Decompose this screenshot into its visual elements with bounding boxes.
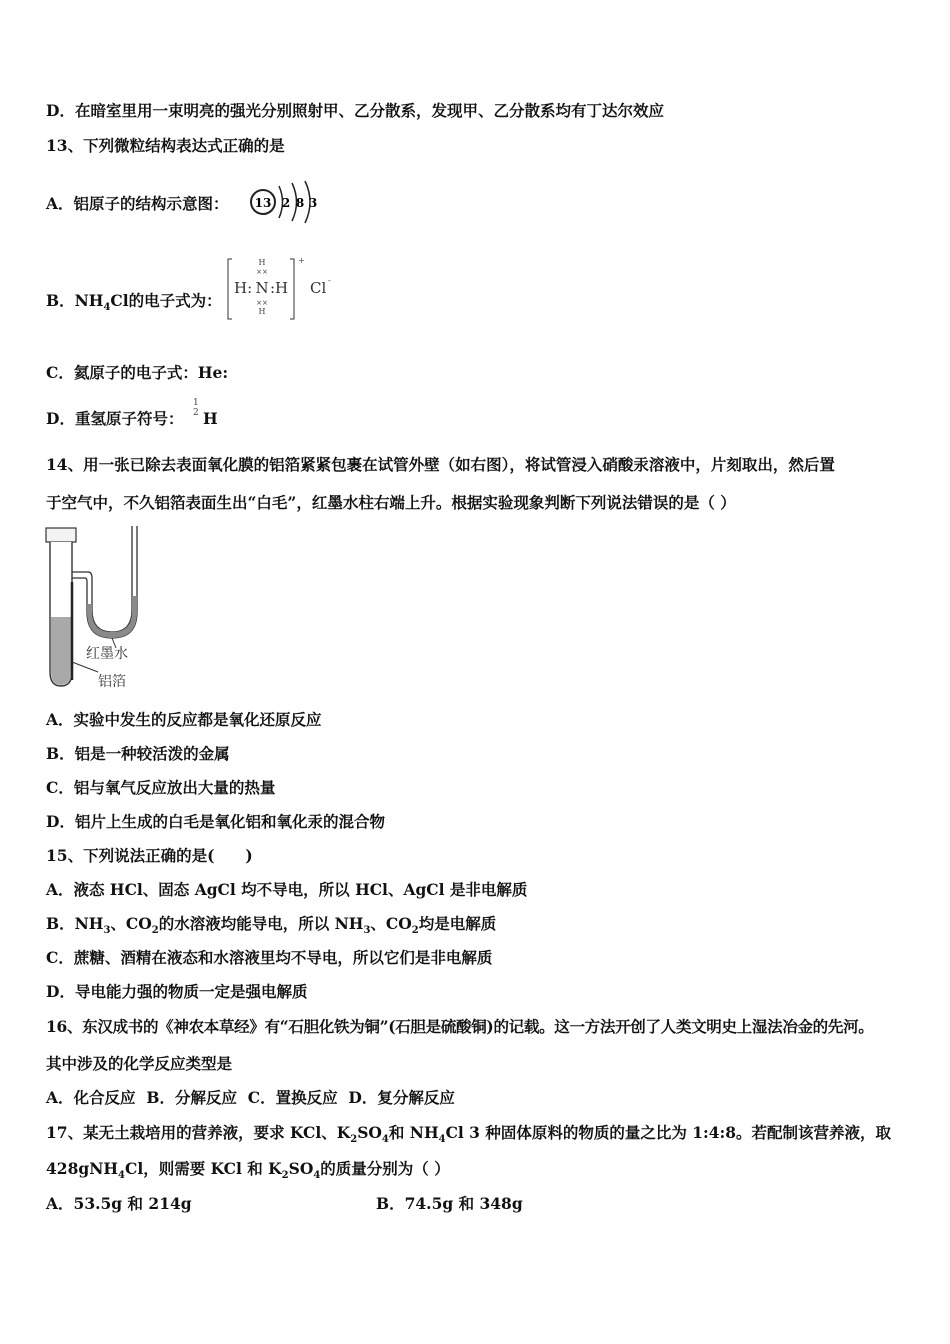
- option-label: A．: [46, 880, 74, 899]
- ammonium-chloride-electron-formula: [224, 255, 344, 325]
- q15-option-b: B．$NH_3$、$CO_2$的水溶液均能导电，所以 $NH_3$、$CO_2$均是电解质: [46, 914, 497, 937]
- svg-text:-: -: [328, 276, 331, 285]
- helium-formula: He:: [197, 363, 229, 382]
- shell-2: 8: [295, 196, 305, 210]
- svg-text:N: N: [255, 279, 269, 297]
- option-label: D．: [46, 982, 75, 1001]
- option-text: 在暗室里用一束明亮的强光分别照射甲、乙分散系，发现甲、乙分散系均有丁达尔效应: [74, 101, 664, 120]
- aluminum-foil-label: 铝箔: [98, 674, 126, 690]
- q15-stem: 15、下列说法正确的是( ): [46, 846, 253, 865]
- q16-stem-line2: 其中涉及的化学反应类型是: [46, 1054, 233, 1073]
- option-text: 铝原子的结构示意图：: [73, 194, 229, 213]
- option-text: 铝与氧气反应放出大量的热量: [73, 778, 276, 797]
- option-label: A．: [46, 1194, 74, 1213]
- option-text: 导电能力强的物质一定是强电解质: [74, 982, 308, 1001]
- option-text: 氦原子的电子式：: [73, 363, 198, 382]
- option-label: B．: [46, 744, 75, 763]
- q14-option-d: [46, 811, 385, 833]
- q16-option-c: C．置换反应: [247, 1088, 338, 1107]
- option-label: D．: [46, 812, 75, 831]
- option-text: 74.5g 和 348g: [404, 1194, 523, 1213]
- q15-option-a: [46, 879, 527, 901]
- svg-text:+: +: [298, 256, 305, 265]
- nucleus-charge: 13: [254, 196, 272, 210]
- svg-text:××: ××: [256, 299, 268, 307]
- option-label: B．: [46, 914, 75, 933]
- option-label: D．: [46, 409, 75, 428]
- q13-option-a: [46, 193, 229, 215]
- q16-option-a: A．化合反应: [46, 1088, 136, 1107]
- q17-option-a: [46, 1193, 192, 1215]
- shell-3: 3: [308, 196, 318, 210]
- q12-option-d: [46, 100, 664, 122]
- option-text: 蔗糖、酒精在液态和水溶液里均不导电，所以它们是非电解质: [73, 948, 493, 967]
- q16-stem-line1: 16、东汉成书的《神农本草经》有“石胆化铁为铜”(石胆是硫酸铜)的记载。这一方法开创了人类文明史上湿法冶金的先河。: [46, 1017, 874, 1036]
- option-text: 铝是一种较活泼的金属: [74, 744, 230, 763]
- q15-option-c: [46, 947, 492, 969]
- svg-text::H: :H: [270, 279, 289, 297]
- svg-text:Cl: Cl: [310, 279, 327, 297]
- option-text: 液态 HCl、固态 AgCl 均不导电，所以 HCl、AgCl 是非电解质: [73, 880, 528, 899]
- shell-1: 2: [281, 196, 291, 210]
- q13-stem: 13、下列微粒结构表达式正确的是: [46, 136, 285, 155]
- q13-option-d: [46, 408, 183, 430]
- option-text: 53.5g 和 214g: [73, 1194, 192, 1213]
- option-label: C．: [46, 778, 74, 797]
- option-label: B．: [46, 291, 75, 310]
- svg-text:H: H: [258, 258, 266, 267]
- q14-option-a: [46, 709, 322, 731]
- option-text: 的电子式为：: [128, 291, 222, 310]
- option-text: 重氢原子符号：: [74, 409, 184, 428]
- q14-option-b: [46, 743, 230, 765]
- option-text: 铝片上生成的白毛是氧化铝和氧化汞的混合物: [74, 812, 385, 831]
- deuterium-symbol: H: [203, 409, 218, 428]
- q14-stem-line2: 于空气中，不久铝箔表面生出“白毛”，红墨水柱右端上升。根据实验现象判断下列说法错误的是（ ）: [46, 493, 736, 512]
- q14-stem-line1: 14、用一张已除去表面氧化膜的铝箔紧紧包裹在试管外壁（如右图），将试管浸入硝酸汞溶液中，片刻取出，然后置: [46, 455, 835, 474]
- q17-stem-line1: 17、某无土栽培用的营养液，要求 KCl、$K_2SO_4$和 $NH_4Cl$ 3 种固体原料的物质的量之比为 1:4:8。若配制该营养液，取: [46, 1123, 892, 1146]
- q13-option-b: B．$NH_4Cl$的电子式为：: [46, 291, 222, 314]
- option-label: A．: [46, 194, 74, 213]
- deuterium-numbers: 1 2: [193, 398, 199, 418]
- option-label: A．: [46, 710, 74, 729]
- q13-option-c: [46, 362, 228, 384]
- q14-option-c: [46, 777, 275, 799]
- q16-options: [46, 1087, 455, 1109]
- svg-text:H:: H:: [234, 279, 253, 297]
- test-tube-figure: [40, 522, 160, 692]
- aluminum-atom-diagram: [246, 178, 326, 226]
- option-label: C．: [46, 948, 74, 967]
- option-label: B．: [376, 1194, 405, 1213]
- q17-option-b: [376, 1193, 523, 1215]
- svg-text:H: H: [258, 307, 266, 316]
- q16-option-b: B．分解反应: [146, 1088, 237, 1107]
- q15-option-d: [46, 981, 307, 1003]
- option-text: 实验中发生的反应都是氧化还原反应: [73, 710, 322, 729]
- q16-option-d: D．复分解反应: [348, 1088, 455, 1107]
- svg-text:××: ××: [256, 268, 268, 276]
- red-ink-label: 红墨水: [86, 646, 128, 662]
- option-label: D．: [46, 101, 75, 120]
- q17-stem-line2: 428gNH$_4$Cl，则需要 KCl 和 $K_2SO_4$的质量分别为（ ）: [46, 1159, 450, 1182]
- option-label: C．: [46, 363, 74, 382]
